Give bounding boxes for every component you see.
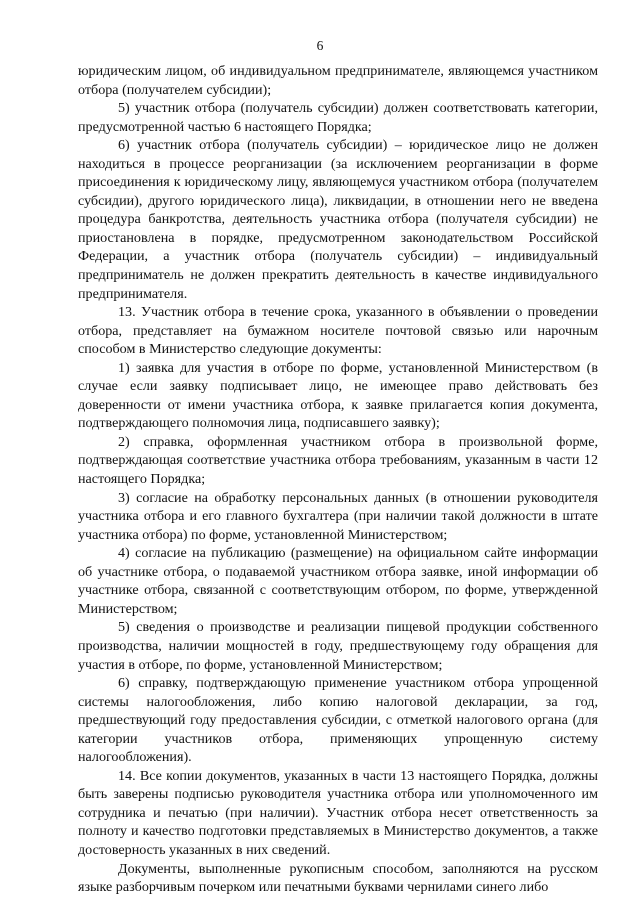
paragraph-continuation: юридическим лицом, об индивидуальном предпринимателе, являющемся участником отбора (получателем субсидии); — [78, 63, 598, 98]
paragraph-doc-6: 6) справку, подтверждающую применение участником отбора упрощенной системы налогообложения, либо копию налоговой декларации, за год, предшествующий году предоставления субсидии, с отметкой налогового органа (для категории участников отбора, применяющих упрощенную систему налогообложения). — [78, 675, 598, 766]
document-body — [78, 62, 598, 897]
paragraph-doc-4: 4) согласие на публикацию (размещение) на официальном сайте информации об участнике отбора, о подаваемой участником отбора заявке, иной информации об участнике отбора, связанной с соответствующим отбором, по форме, утвержденной Министерством; — [78, 545, 598, 617]
paragraph-handwritten-docs: Документы, выполненные рукописным способом, заполняются на русском языке разборчивым почерком или печатными буквами чернилами синего либо — [78, 860, 598, 896]
paragraph-doc-2: 2) справка, оформленная участником отбора в произвольной форме, подтверждающая соответствие участника отбора требованиям, указанным в части 12 настоящего Порядка; — [78, 433, 598, 488]
paragraph-section-13: 13. Участник отбора в течение срока, указанного в объявлении о проведении отбора, представляет на бумажном носителе почтовой связью или нарочным способом в Министерство следующие документы: — [78, 304, 598, 358]
paragraph-doc-3: 3) согласие на обработку персональных данных (в отношении руководителя участника отбора и его главного бухгалтера (при наличии такой должности в штате участника отбора) по форме, установленной Министерством; — [78, 489, 598, 543]
page-number: 6 — [316, 38, 324, 53]
paragraph-item-6: 6) участник отбора (получатель субсидии) – юридическое лицо не должен находиться в процессе реорганизации (за исключением реорганизации в форме присоединения к юридическому лицу, являющемуся участником отбора (получателем субсидии), другого юридического лица), ликвидации, в отношении него не введена процедура банкротства, деятельность участника отбора (получателя субсидии) не приостановлена в порядке, предусмотренном законодательством Российской Федерации, а участник отбора (получатель субсидии) – индивидуальный предприниматель не должен прекратить деятельность в качестве индивидуального предпринимателя. — [78, 137, 598, 302]
paragraph-section-14: 14. Все копии документов, указанных в части 13 настоящего Порядка, должны быть заверены подписью руководителя участника отбора или уполномоченного им сотрудника и печатью (при наличии). Участник отбора несет ответственность за полноту и качество подготовки представляемых в Министерство документов, а также достоверность указанных в них сведений. — [78, 767, 598, 858]
paragraph-doc-5: 5) сведения о производстве и реализации пищевой продукции собственного производства, наличии мощностей в году, предшествующему году обращения для участия в отборе, по форме, установленной Министерством; — [78, 619, 598, 673]
paragraph-item-5: 5) участник отбора (получатель субсидии) должен соответствовать категории, предусмотренной частью 6 настоящего Порядка; — [78, 100, 598, 135]
paragraph-doc-1: 1) заявка для участия в отборе по форме, установленной Министерством (в случае если заявку подписывает лицо, не имеющее право действовать без доверенности от имени участника отбора, к заявке прилагается копия документа, подтверждающего полномочия лица, подписавшего заявку); — [78, 359, 598, 432]
